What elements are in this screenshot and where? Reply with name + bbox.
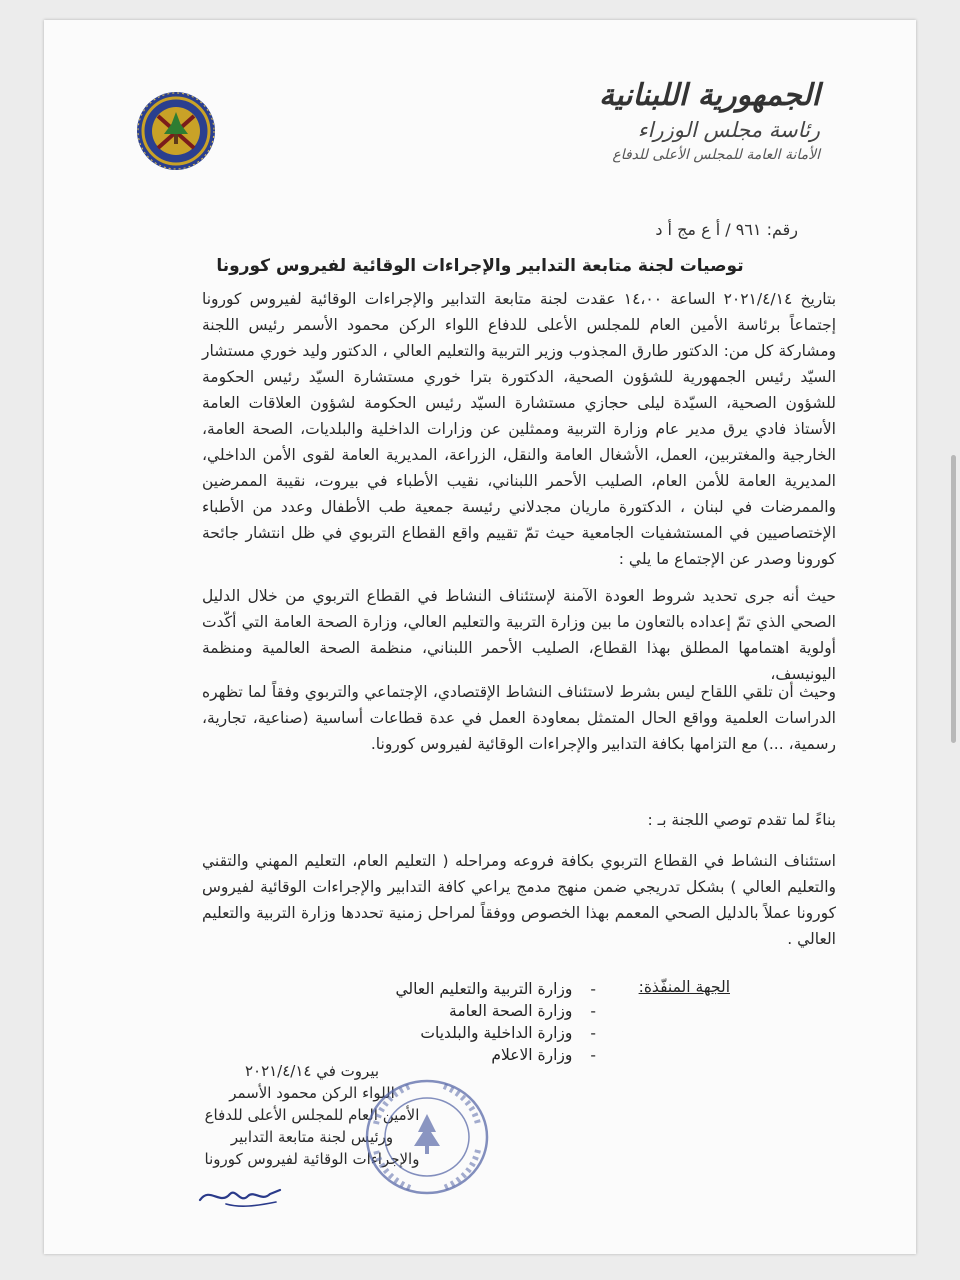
signature-icon — [196, 1176, 284, 1212]
list-item: - وزارة الصحة العامة — [449, 1002, 596, 1020]
reference-number: رقم: ٩٦١ / أ ع مج أ د — [655, 220, 798, 239]
executing-party-list — [356, 978, 596, 1066]
document-page — [44, 20, 916, 1254]
executing-party-label: الجهة المنفّذة: — [638, 978, 730, 996]
signatory-role-2: ورئيس لجنة متابعة التدابير — [230, 1128, 394, 1146]
letterhead-country: الجمهورية اللبنانية — [598, 78, 820, 113]
whereas-paragraph-2: وحيث أن تلقي اللقاح ليس بشرط لاستئناف النشاط الإقتصادي، الإجتماعي والتربوي وفقاً لما تظهره الدراسات العلمية وواقع الحال المتمثل بمعاودة العمل في عدة قطاعات أساسية (صناعية، تجارية، رسمية، ...) مع التزامها بكافة التدابير والإجراءات الوقائية لفيروس كورونا. — [202, 683, 836, 753]
stamp-icon — [362, 1076, 492, 1198]
scroll-handle[interactable] — [951, 455, 956, 743]
letterhead-presidency: رئاسة مجلس الوزراء — [637, 118, 820, 142]
list-item: - وزارة التربية والتعليم العالي — [395, 980, 596, 998]
intro-paragraph: بتاريخ ٢٠٢١/٤/١٤ الساعة ١٤،٠٠ عقدت لجنة متابعة التدابير والإجراءات الوقائية لفيروس كورونا إجتماعاً برئاسة الأمين العام للمجلس الأعلى للدفاع اللواء الركن محمود الأسمر رئيس اللجنة ومشاركة كل من: الدكتور طارق المجذوب وزير التربية والتعليم العالي ، الدكتور وليد خوري مستشار السيّد رئيس الجمهورية للشؤون الصحية، الدكتورة بترا خوري مستشارة السيّد رئيس الحكومة للشؤون الصحية، السيّدة ليلى حجازي مستشارة السيّد رئيس الحكومة لشؤون العلاقات العامة الأستاذ فادي يرق مدير عام وزارة التربية وممثلين عن وزارات الداخلية والبلديات، الصحة العامة، الخارجية والمغتربين، العمل، الأشغال العامة والنقل، الزراعة، المديرية العامة لقوى الأمن الداخلي، المديرية العامة للأمن العام، الصليب الأحمر اللبناني، نقيب الأطباء في بيروت، نقيبة الممرضين والممرضات في لبنان ، الدكتورة ماريان مجدلاني رئيسة جمعية طب الأطفال وعدد من الأطباء الإختصاصيين في المستشفيات الجامعية حيث تمّ تقييم واقع القطاع التربوي في ظل انتشار جائحة كورونا وصدر عن الإجتماع ما يلي : — [202, 290, 837, 568]
based-on-line: بناءً لما تقدم توصي اللجنة بـ : — [647, 811, 836, 829]
whereas-paragraph-1: حيث أنه جرى تحديد شروط العودة الآمنة لإستئناف النشاط في القطاع التربوي من خلال الدليل الصحي الذي تمّ إعداده بالتعاون ما بين وزارة التربية والتعليم العالي، وزارة الصحة العامة التي أكّدت أولوية اهتمامها المطلق بهذا القطاع، الصليب الأحمر اللبناني، منظمة الصحة العالمية ومنظمة اليونيسف، — [202, 587, 836, 683]
list-item: - وزارة الداخلية والبلديات — [420, 1024, 596, 1042]
signatory-role-1: الأمين العام للمجلس الأعلى للدفاع — [204, 1106, 420, 1124]
emblem-icon — [136, 90, 216, 172]
letterhead-secretariat: الأمانة العامة للمجلس الأعلى للدفاع — [612, 147, 820, 163]
recommendation-paragraph: استئناف النشاط في القطاع التربوي بكافة فروعه ومراحله ( التعليم العام، التعليم المهني والتقني والتعليم العالي ) بشكل تدريجي ضمن منهج مدمج يراعي كافة التدابير والإجراءات الوقائية لفيروس كورونا عملاً بالدليل الصحي المعمم بهذا الخصوص ووفقاً لمراحل زمنية تحددها وزارة التربية والتعليم العالي . — [202, 852, 836, 948]
letterhead — [490, 76, 820, 166]
signatory-name: اللواء الركن محمود الأسمر — [229, 1084, 395, 1102]
document-title: توصيات لجنة متابعة التدابير والإجراءات الوقائية لفيروس كورونا — [216, 256, 744, 276]
list-item: - وزارة الاعلام — [491, 1046, 596, 1064]
place-date: بيروت في ٢٠٢١/٤/١٤ — [244, 1062, 380, 1080]
signatory-role-3: والإجراءات الوقائية لفيروس كورونا — [204, 1150, 420, 1168]
